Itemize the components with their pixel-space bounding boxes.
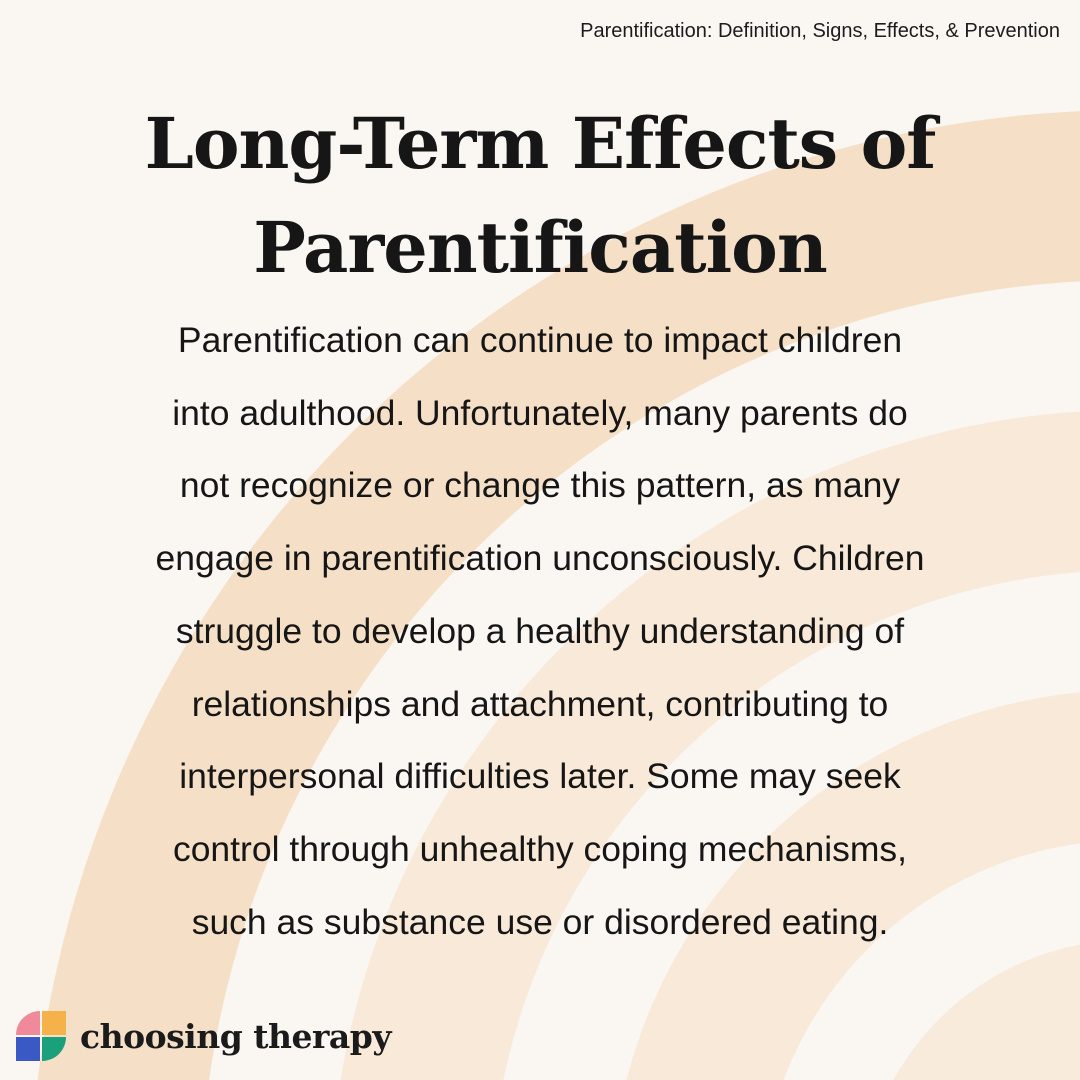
body-line: struggle to develop a healthy understanding of	[175, 610, 905, 651]
body-line: into adulthood. Unfortunately, many parents do	[172, 392, 908, 433]
body-line: relationships and attachment, contributing to	[191, 683, 889, 724]
title-line: Parentification	[253, 206, 827, 289]
body-line: interpersonal difficulties later. Some may seek	[179, 756, 901, 797]
article-caption: Parentification: Definition, Signs, Effects, & Prevention	[580, 20, 1060, 42]
brand-logo	[14, 1008, 391, 1064]
body-line: control through unhealthy coping mechanisms,	[172, 828, 908, 869]
title-line: Long-Term Effects of	[144, 102, 936, 185]
body-line: engage in parentification unconsciously. Children	[155, 538, 925, 579]
brand-name: choosing therapy	[80, 1016, 392, 1056]
body-line: Parentification can continue to impact children	[177, 320, 903, 360]
body-line: not recognize or change this pattern, as many	[179, 465, 901, 506]
body-paragraph	[40, 304, 1040, 958]
page-title	[40, 92, 1040, 300]
body-line: such as substance use or disordered eating.	[191, 901, 889, 942]
choosing-therapy-logo-icon	[14, 1009, 68, 1063]
